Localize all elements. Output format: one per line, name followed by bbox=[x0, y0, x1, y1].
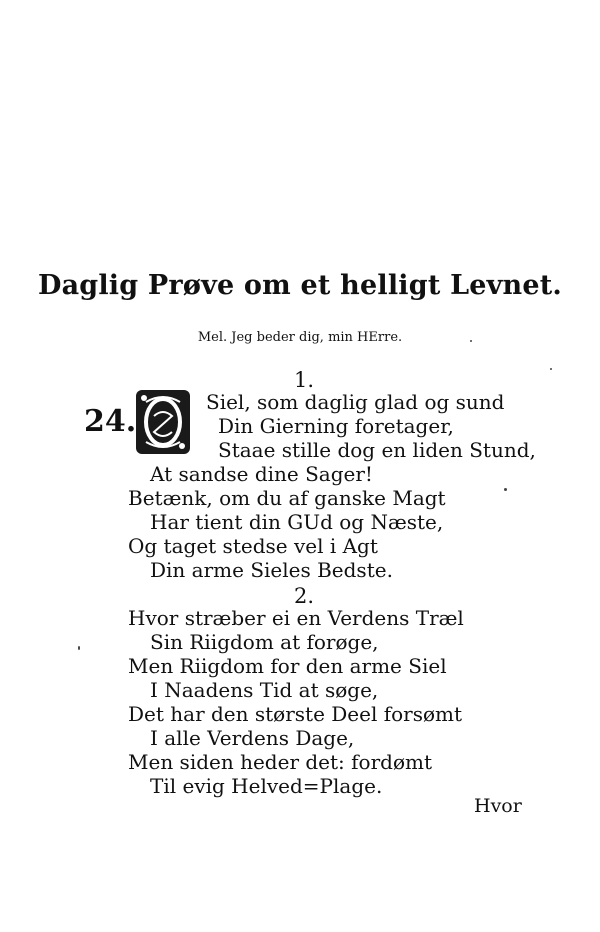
paper-speck bbox=[78, 646, 80, 650]
stanza-number-1: 1. bbox=[293, 368, 315, 392]
paper-speck bbox=[504, 488, 507, 491]
stanza-1-line-1: Siel, som daglig glad og sund bbox=[206, 390, 505, 414]
stanza-1-line-6: Har tient din GUd og Næste, bbox=[150, 510, 444, 534]
stanza-1-line-5: Betænk, om du af ganske Magt bbox=[128, 486, 446, 510]
stanza-2-line-8: Til evig Helved=Plage. bbox=[150, 774, 383, 798]
stanza-1-line-2: Din Gierning foretager, bbox=[218, 414, 454, 438]
stanza-2-line-5: Det har den største Deel forsømt bbox=[128, 702, 463, 726]
stanza-2-line-7: Men siden heder det: fordømt bbox=[128, 750, 432, 774]
stanza-2-line-1: Hvor stræber ei en Verdens Træl bbox=[128, 606, 464, 630]
stanza-2-line-2: Sin Riigdom at forøge, bbox=[150, 630, 379, 654]
stanza-2-line-3: Men Riigdom for den arme Siel bbox=[128, 654, 447, 678]
stanza-2-line-6: I alle Verdens Dage, bbox=[150, 726, 355, 750]
paper-speck bbox=[470, 340, 472, 342]
paper-speck bbox=[550, 368, 552, 370]
melody-note: Mel. Jeg beder dig, min HErre. bbox=[197, 330, 403, 345]
stanza-2-line-4: I Naadens Tid at søge, bbox=[150, 678, 379, 702]
stanza-1-line-7: Og taget stedse vel i Agt bbox=[128, 534, 378, 558]
hymn-title: Daglig Prøve om et helligt Levnet. bbox=[37, 270, 563, 301]
stanza-number-2: 2. bbox=[293, 584, 315, 608]
hymn-number: 24. bbox=[84, 404, 137, 439]
stanza-1-line-3: Staae stille dog en liden Stund, bbox=[218, 438, 536, 462]
stanza-1-line-8: Din arme Sieles Bedste. bbox=[150, 558, 393, 582]
ornamental-initial-o bbox=[134, 388, 192, 456]
stanza-1-line-4: At sandse dine Sager! bbox=[150, 462, 373, 486]
catchword: Hvor bbox=[474, 795, 522, 817]
